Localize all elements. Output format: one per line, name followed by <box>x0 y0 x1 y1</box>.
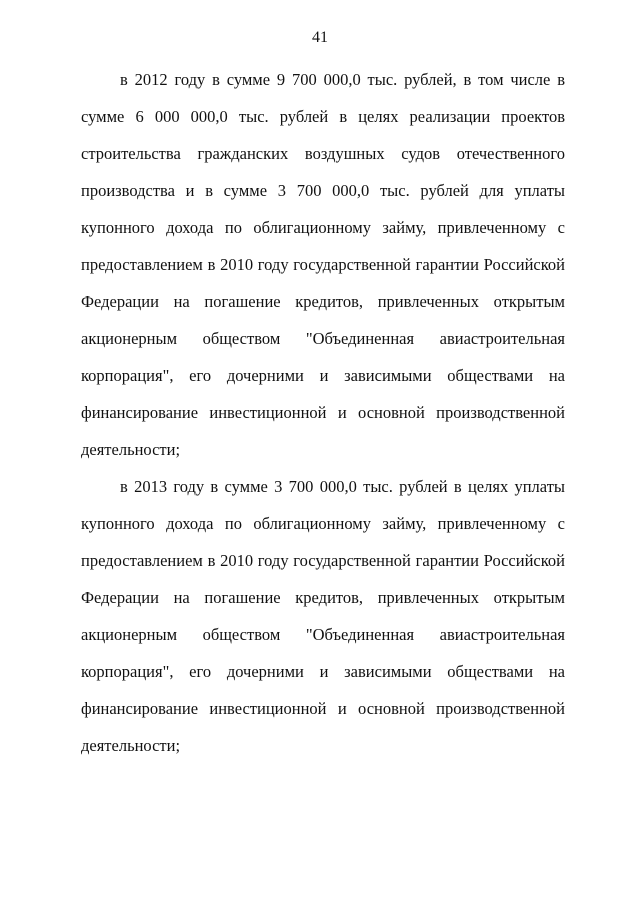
text-line: Федерации на погашение кредитов, привлеченных открытым <box>81 292 565 311</box>
text-line: предоставлением в 2010 году государственной гарантии Российской <box>81 551 565 570</box>
text-line: в 2012 году в сумме 9 700 000,0 тыс. рублей, в том числе в <box>120 70 565 89</box>
text-line: производства и в сумме 3 700 000,0 тыс. рублей для уплаты <box>81 181 565 200</box>
text-line: деятельности; <box>81 736 181 755</box>
text-line: сумме 6 000 000,0 тыс. рублей в целях реализации проектов <box>81 107 565 126</box>
text-line: купонного дохода по облигационному займу, привлеченному с <box>81 514 565 533</box>
text-line: купонного дохода по облигационному займу, привлеченному с <box>81 218 565 237</box>
text-line: строительства гражданских воздушных судов отечественного <box>81 144 565 163</box>
text-line: финансирование инвестиционной и основной производственной <box>81 699 565 718</box>
text-line: корпорация", его дочерними и зависимыми обществами на <box>81 662 565 681</box>
text-line: корпорация", его дочерними и зависимыми обществами на <box>81 366 565 385</box>
page-number: 41 <box>312 29 328 46</box>
text-line: в 2013 году в сумме 3 700 000,0 тыс. рублей в целях уплаты <box>120 477 565 496</box>
text-line: акционерным обществом "Объединенная авиастроительная <box>81 625 565 644</box>
text-line: финансирование инвестиционной и основной производственной <box>81 403 565 422</box>
text-line: акционерным обществом "Объединенная авиастроительная <box>81 329 565 348</box>
text-line: деятельности; <box>81 440 181 459</box>
text-line: предоставлением в 2010 году государственной гарантии Российской <box>81 255 565 274</box>
text-line: Федерации на погашение кредитов, привлеченных открытым <box>81 588 565 607</box>
